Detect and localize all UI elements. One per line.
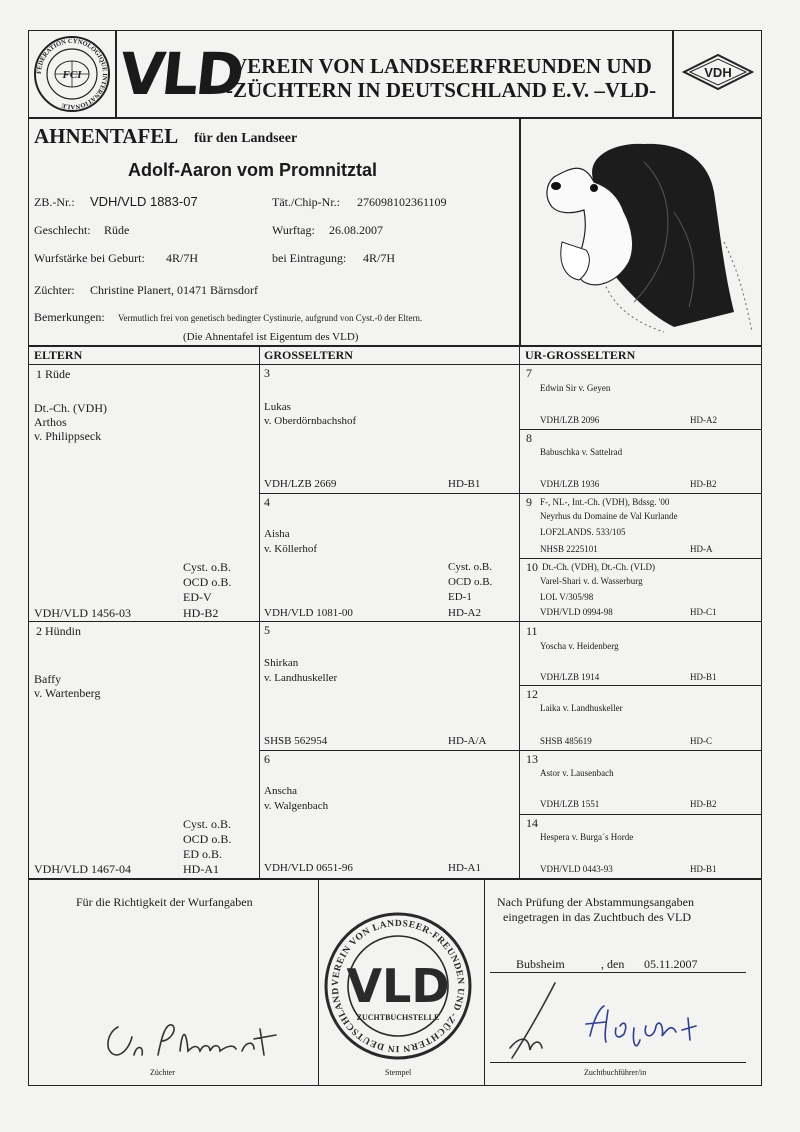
header-right-divider <box>672 30 674 118</box>
grandparent-6-reg: VDH/VLD 0651-96 <box>264 862 353 874</box>
zb-label: ZB.-Nr.: <box>34 195 75 209</box>
litter-birth-label: Wurfstärke bei Geburt: <box>34 251 145 265</box>
fci-seal-logo <box>32 34 112 114</box>
grandparent-4-name-line: v. Köllerhof <box>264 543 318 555</box>
col-header-parents: ELTERN <box>34 348 83 362</box>
ggp-13-reg: VDH/LZB 1551 <box>540 799 600 809</box>
col-header-great-grandparents: UR-GROSSELTERN <box>525 348 636 362</box>
ggp-11-reg: VDH/LZB 1914 <box>540 672 600 682</box>
grid-col-divider-1 <box>259 345 260 878</box>
ggp-11-number: 11 <box>526 624 538 638</box>
club-name-line1: VEREIN VON LANDSEERFREUNDEN UND <box>232 54 652 78</box>
ggp-8-name: Babuschka v. Sattelrad <box>540 447 623 457</box>
ggp-8-number: 8 <box>526 431 532 445</box>
column-header-top <box>28 345 762 347</box>
ggp-9-reg: NHSB 2225101 <box>540 544 598 554</box>
fci-seal-ring-text: FÉDÉRATION CYNOLOGIQUE INTERNATIONALE <box>35 37 109 111</box>
grandparent-5-name-line: v. Landhuskeller <box>264 672 338 684</box>
ggp-7-hd: HD-A2 <box>690 415 717 425</box>
grandparent-4-number: 4 <box>264 495 270 509</box>
ggp-13-number: 13 <box>526 752 538 766</box>
ggp-13-hd: HD-B2 <box>690 799 717 809</box>
grandparent-3-number: 3 <box>264 366 270 380</box>
grid-gp-divider-2 <box>259 750 762 751</box>
parent-2-name-line: v. Wartenberg <box>34 686 101 700</box>
ggp-12-reg: SHSB 485619 <box>540 736 592 746</box>
grid-ggp-divider-11-12 <box>519 685 762 686</box>
ggp-10-name-line: Dt.-Ch. (VDH), Dt.-Ch. (VLD) <box>542 562 655 572</box>
grid-parent-divider <box>28 621 762 622</box>
svg-text:VDH: VDH <box>704 65 732 80</box>
grid-gp-divider-1 <box>259 493 762 494</box>
vld-stamp <box>322 910 474 1062</box>
ggp-11-name: Yoscha v. Heidenberg <box>540 641 619 651</box>
registrar-signature <box>500 978 750 1064</box>
grandparent-4-name-line: Aisha <box>264 528 290 540</box>
ggp-10-number: 10 <box>526 560 538 574</box>
grandparent-6-name-line: v. Walgenbach <box>264 800 329 812</box>
parent-2-health: OCD o.B. <box>183 832 232 846</box>
grandparent-4-hd: HD-A2 <box>448 607 481 619</box>
club-name-line2: -ZÜCHTERN IN DEUTSCHLAND E.V. –VLD- <box>226 78 657 102</box>
date-line <box>490 972 746 973</box>
ggp-14-name: Hespera v. Burga´s Horde <box>540 832 634 842</box>
landseer-dog-illustration <box>524 122 756 342</box>
breeder-label: Züchter: <box>34 283 75 297</box>
registration-date: 05.11.2007 <box>644 957 698 971</box>
ggp-12-number: 12 <box>526 687 538 701</box>
parent-2-health: ED o.B. <box>183 847 222 861</box>
grandparent-5-number: 5 <box>264 623 270 637</box>
ggp-10-name-line: Varel-Shari v. d. Wasserburg <box>540 576 643 586</box>
parent-1-name-line: Arthos <box>34 415 67 429</box>
stamp-ring-text: VEREIN VON LANDSEER-FREUNDEN UND -ZÜCHTERN IN DEUTSCHLAND <box>330 918 466 1054</box>
col-header-grandparents: GROSSELTERN <box>264 348 353 362</box>
ggp-9-number: 9 <box>526 495 532 509</box>
sex-label: Geschlecht: <box>34 223 91 237</box>
breeder-value: Christine Planert, 01471 Bärnsdorf <box>90 283 258 297</box>
ggp-10-hd: HD-C1 <box>690 607 717 617</box>
registrar-title-line1: Nach Prüfung der Abstammungsangaben <box>497 895 694 909</box>
dog-name: Adolf-Aaron vom Promnitztal <box>128 160 378 180</box>
header-divider <box>28 117 762 119</box>
grandparent-4-health: OCD o.B. <box>448 576 493 588</box>
grandparent-5-hd: HD-A/A <box>448 735 487 747</box>
ggp-8-reg: VDH/LZB 1936 <box>540 479 600 489</box>
ggp-10-reg: VDH/VLD 0994-98 <box>540 607 613 617</box>
column-header-bottom <box>28 364 762 365</box>
grid-ggp-divider-13-14 <box>519 814 762 815</box>
registration-date-separator: , den <box>601 957 625 971</box>
parent-1-health: ED-V <box>183 590 212 604</box>
whelp-label: Wurftag: <box>272 223 315 237</box>
svg-text:FCI: FCI <box>62 69 82 81</box>
grid-ggp-divider-7-8 <box>519 429 762 430</box>
ggp-14-hd: HD-B1 <box>690 864 717 874</box>
chip-value: 276098102361109 <box>357 195 447 209</box>
pedigree-title: AHNENTAFEL <box>34 124 179 148</box>
parent-1-name-line: v. Philippseck <box>34 429 102 443</box>
grandparent-3-name-line: v. Oberdörnbachshof <box>264 415 357 427</box>
ggp-10-name-line: LOL V/305/98 <box>540 592 594 602</box>
ggp-11-hd: HD-B1 <box>690 672 717 682</box>
ggp-12-hd: HD-C <box>690 736 712 746</box>
parent-2-reg: VDH/VLD 1467-04 <box>34 862 131 876</box>
grandparent-3-reg: VDH/LZB 2669 <box>264 478 337 490</box>
grandparent-4-reg: VDH/VLD 1081-00 <box>264 607 353 619</box>
litter-birth-value: 4R/7H <box>166 251 199 265</box>
registration-place: Bubsheim <box>516 957 565 971</box>
remarks-label: Bemerkungen: <box>34 310 105 324</box>
parent-1-hd: HD-B2 <box>183 606 219 620</box>
litter-entry-label: bei Eintragung: <box>272 251 347 265</box>
ggp-13-name: Astor v. Lausenbach <box>540 768 614 778</box>
pedigree-title-suffix: für den Landseer <box>194 131 298 146</box>
registrar-title-line2: eingetragen in das Zuchtbuch des VLD <box>503 910 692 924</box>
grandparent-5-name-line: Shirkan <box>264 657 299 669</box>
ggp-7-number: 7 <box>526 366 532 380</box>
grandparent-4-health: ED-1 <box>448 591 472 603</box>
ggp-12-name: Laika v. Landhuskeller <box>540 703 623 713</box>
ggp-9-name-line: Neyrhus du Domaine de Val Kurlande <box>540 511 678 521</box>
signature-line <box>490 1062 746 1063</box>
vdh-logo <box>680 52 756 92</box>
grandparent-6-hd: HD-A1 <box>448 862 481 874</box>
ggp-8-hd: HD-B2 <box>690 479 717 489</box>
breeder-signature-label: Züchter <box>150 1068 175 1077</box>
ggp-9-name-line: F-, NL-, Int.-Ch. (VDH), Bdssg. '00 <box>540 497 670 507</box>
grandparent-4-health: Cyst. o.B. <box>448 561 493 573</box>
info-photo-divider <box>519 117 521 345</box>
svg-text:ZUCHTBUCHSTELLE: ZUCHTBUCHSTELLE <box>356 1013 440 1022</box>
chip-label: Tät./Chip-Nr.: <box>272 195 340 209</box>
footer-divider-left <box>318 878 319 1086</box>
grandparent-5-reg: SHSB 562954 <box>264 735 328 747</box>
footer-divider-right <box>484 878 485 1086</box>
ggp-9-name-line: LOF2LANDS. 533/105 <box>540 527 626 537</box>
ggp-9-hd: HD-A <box>690 544 713 554</box>
breeder-signature <box>96 1015 296 1065</box>
zb-value: VDH/VLD 1883-07 <box>90 194 198 209</box>
parent-1-health: Cyst. o.B. <box>183 560 232 574</box>
ggp-14-number: 14 <box>526 816 538 830</box>
parent-1-health: OCD o.B. <box>183 575 232 589</box>
ggp-14-reg: VDH/VLD 0443-93 <box>540 864 613 874</box>
grid-bottom-divider <box>28 878 762 880</box>
ggp-7-name: Edwin Sir v. Geyen <box>540 383 611 393</box>
stamp-label: Stempel <box>385 1068 412 1077</box>
grid-ggp-divider-9-10 <box>519 558 762 559</box>
ggp-7-reg: VDH/LZB 2096 <box>540 415 600 425</box>
parent-2-number: 2 Hündin <box>36 624 81 638</box>
grid-col-divider-2 <box>519 345 520 878</box>
svg-text:VLD: VLD <box>346 959 450 1013</box>
grandparent-3-name-line: Lukas <box>264 401 291 413</box>
grandparent-6-name-line: Anscha <box>264 785 297 797</box>
parent-1-reg: VDH/VLD 1456-03 <box>34 606 131 620</box>
breeder-confirmation-title: Für die Richtigkeit der Wurfangaben <box>76 895 253 909</box>
parent-2-hd: HD-A1 <box>183 862 219 876</box>
parent-2-name-line: Baffy <box>34 672 62 686</box>
parent-1-name-line: Dt.-Ch. (VDH) <box>34 401 107 415</box>
ownership-note: (Die Ahnentafel ist Eigentum des VLD) <box>183 331 359 343</box>
registrar-signature-label: Zuchtbuchführer/in <box>584 1068 647 1077</box>
parent-1-number: 1 Rüde <box>36 367 71 381</box>
litter-entry-value: 4R/7H <box>363 251 396 265</box>
remarks-value: Vermutlich frei von genetisch bedingter Cystinurie, aufgrund von Cyst.-0 der Eltern. <box>118 313 423 323</box>
sex-value: Rüde <box>104 223 130 237</box>
parent-2-health: Cyst. o.B. <box>183 817 232 831</box>
vld-logo: VLD <box>116 40 245 108</box>
grandparent-6-number: 6 <box>264 752 270 766</box>
grandparent-3-hd: HD-B1 <box>448 478 481 490</box>
whelp-value: 26.08.2007 <box>329 223 383 237</box>
